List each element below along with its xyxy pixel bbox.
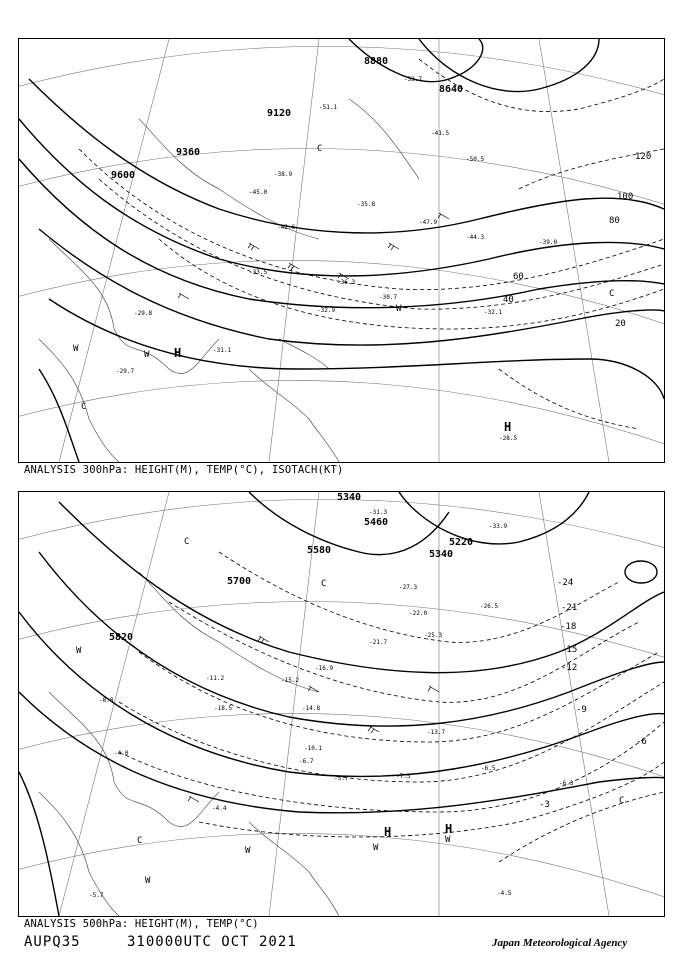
isotherm-label-9: -9 <box>576 705 587 715</box>
panel-300hpa-map <box>18 38 665 463</box>
agency-name: Japan Meteorological Agency <box>492 937 628 949</box>
temp-obs: -7.5 <box>396 773 411 780</box>
isotherm-label-15: -15 <box>561 645 578 655</box>
temp-obs: -5.7 <box>89 892 104 899</box>
height-label-8880: 8880 <box>364 56 389 67</box>
height-label-5700: 5700 <box>227 576 252 587</box>
temp-obs: -27.3 <box>399 584 418 591</box>
isotach-label-60: 60 <box>513 272 524 282</box>
temp-obs: -29.8 <box>134 310 153 317</box>
height-label-9120: 9120 <box>267 108 292 119</box>
temp-obs: -53.7 <box>404 76 423 83</box>
temp-obs: -45.0 <box>249 189 268 196</box>
temp-obs: -25.3 <box>424 632 443 639</box>
temp-obs: -36.3 <box>337 279 356 286</box>
warm-center-500-5: W <box>445 835 451 845</box>
temp-obs: -26.5 <box>480 603 499 610</box>
height-label-5460: 5460 <box>364 517 389 528</box>
caption-500hpa: ANALYSIS 500hPa: HEIGHT(M), TEMP(°C) <box>24 918 259 930</box>
temp-obs: -10.1 <box>304 745 323 752</box>
isotherm-label-18: -18 <box>560 622 577 632</box>
cold-center-1: C <box>609 289 615 299</box>
temp-obs: -31.3 <box>369 509 388 516</box>
high-center-2: H <box>504 420 512 434</box>
temp-obs: -50.5 <box>466 156 485 163</box>
temp-obs: -4.0 <box>114 750 129 757</box>
temp-obs: -42.6 <box>277 224 296 231</box>
isotherm-label-3: -3 <box>539 800 550 810</box>
isotach-label-40: 40 <box>503 295 514 305</box>
temp-obs: -6.7 <box>299 758 314 765</box>
temp-obs: -44.3 <box>466 234 485 241</box>
temp-obs: -38.9 <box>274 171 293 178</box>
graticule-300 <box>19 39 664 462</box>
cold-center-3: C <box>317 144 323 154</box>
warm-center-1: W <box>144 350 150 360</box>
temp-obs: -21.7 <box>369 639 388 646</box>
cold-center-500-1: C <box>184 537 190 547</box>
warm-center-500-4: W <box>373 843 379 853</box>
temp-obs: -33.5 <box>249 269 268 276</box>
temp-obs: -15.2 <box>281 677 300 684</box>
chart-id: AUPQ35 <box>24 934 81 950</box>
warm-center-500-1: W <box>76 646 82 656</box>
height-label-5340-b: 5340 <box>429 549 454 560</box>
temp-obs: -13.7 <box>427 729 446 736</box>
height-contours-500 <box>19 492 664 916</box>
height-contours-300 <box>19 39 664 462</box>
temp-obs: -47.9 <box>419 219 438 226</box>
map-500hpa-svg <box>19 492 664 916</box>
temp-obs: -18.5 <box>214 705 233 712</box>
temp-obs: -29.7 <box>116 368 135 375</box>
temp-obs: -28.5 <box>499 435 518 442</box>
caption-300hpa: ANALYSIS 300hPa: HEIGHT(M), TEMP(°C), ISOTACH(KT) <box>24 464 344 476</box>
temp-obs: -31.1 <box>213 347 232 354</box>
high-center-500-1: H <box>384 825 392 839</box>
warm-center-3: W <box>396 304 402 314</box>
temp-obs: -14.8 <box>302 705 321 712</box>
height-label-5580: 5580 <box>307 545 332 556</box>
height-label-9360: 9360 <box>176 147 201 158</box>
temp-obs: -30.7 <box>379 294 398 301</box>
temp-obs: -33.9 <box>489 523 508 530</box>
wind-barbs-300 <box>178 213 449 299</box>
height-label-9600: 9600 <box>111 170 136 181</box>
cold-center-500-2: C <box>321 579 327 589</box>
warm-center-500-2: W <box>245 846 251 856</box>
warm-center-500-3: W <box>145 876 151 886</box>
isotherm-label-24: -24 <box>557 578 574 588</box>
warm-center-2: W <box>73 344 79 354</box>
height-label-8640: 8640 <box>439 84 464 95</box>
height-label-5340-a: 5340 <box>337 492 362 503</box>
height-label-5820: 5820 <box>109 632 134 643</box>
temp-obs: -4.4 <box>212 805 227 812</box>
valid-time: 310000UTC OCT 2021 <box>127 934 297 950</box>
isotherm-label-21: -21 <box>561 603 578 613</box>
temp-obs: -32.1 <box>484 309 503 316</box>
temp-obs: -51.1 <box>319 104 338 111</box>
temp-obs: -16.9 <box>315 665 334 672</box>
panel-500hpa-map <box>18 491 665 917</box>
temp-obs: -8.8 <box>99 697 114 704</box>
cold-center-500-3: C <box>137 836 143 846</box>
cold-center-500-4: C <box>619 796 625 806</box>
height-label-5220: 5220 <box>449 537 474 548</box>
isotach-label-20: 20 <box>615 319 626 329</box>
temp-observations-500 <box>89 509 577 899</box>
temp-obs: -35.8 <box>357 201 376 208</box>
temp-obs: -41.5 <box>431 130 450 137</box>
temp-obs: -4.5 <box>497 890 512 897</box>
temp-obs: -32.9 <box>317 307 336 314</box>
cold-center-2: C <box>81 402 87 412</box>
temp-obs: -5.7 <box>334 775 349 782</box>
coastline-300 <box>39 99 419 462</box>
isotach-label-80: 80 <box>609 216 620 226</box>
temp-obs: -22.0 <box>409 610 428 617</box>
high-center-1: H <box>174 346 182 360</box>
temp-obs: -6.5 <box>481 765 496 772</box>
isotherm-label-6: -6 <box>636 737 647 747</box>
high-center-500-2: H <box>445 822 453 836</box>
map-300hpa-svg <box>19 39 664 462</box>
temp-obs: -6.3 <box>559 780 574 787</box>
isotherm-label-12: -12 <box>561 663 578 673</box>
isotach-label-120: 120 <box>635 152 652 162</box>
temp-obs: -39.0 <box>539 239 558 246</box>
temp-obs: -11.2 <box>206 675 225 682</box>
isotach-label-100: 100 <box>617 192 634 202</box>
